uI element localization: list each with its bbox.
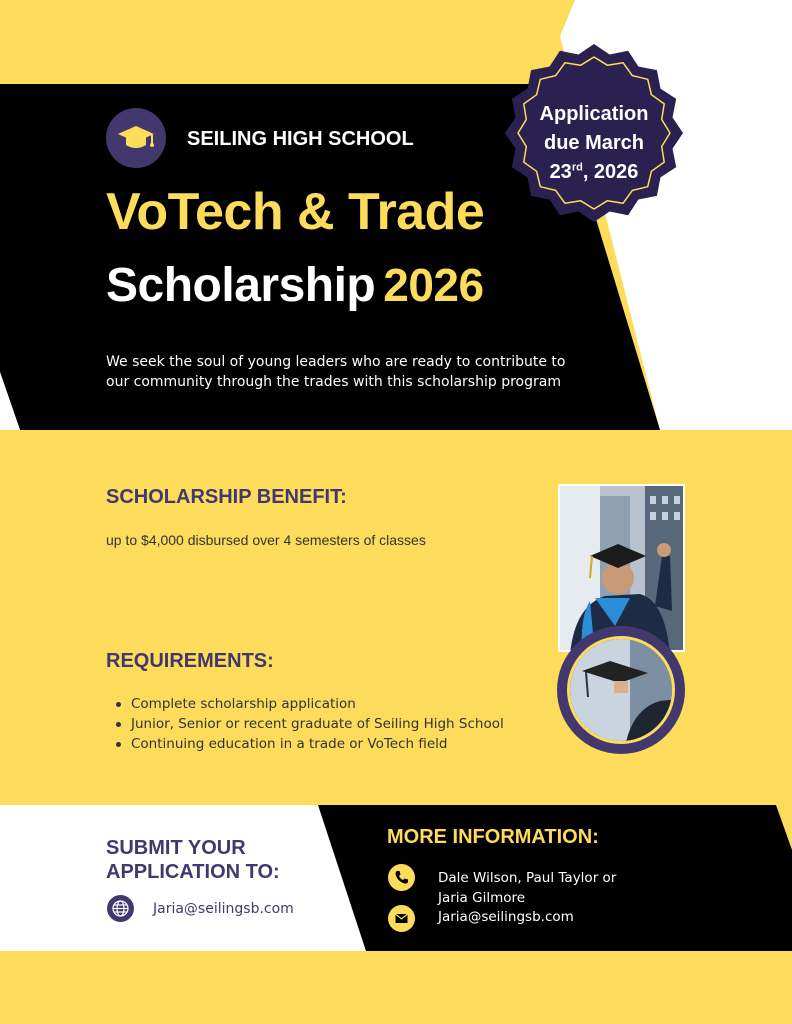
title-line-1: VoTech & Trade bbox=[106, 183, 485, 241]
benefit-heading: SCHOLARSHIP BENEFIT: bbox=[106, 486, 347, 508]
requirements-list bbox=[106, 694, 504, 754]
intro-text: We seek the soul of young leaders who are ready to contribute to our community through the trades with this scholarship program bbox=[106, 354, 566, 390]
more-info-heading: MORE INFORMATION: bbox=[387, 826, 599, 848]
list-item: Junior, Senior or recent graduate of Seiling High School bbox=[106, 714, 504, 734]
contact-names: Dale Wilson, Paul Taylor or Jaria Gilmore bbox=[438, 870, 617, 906]
submit-email[interactable]: Jaria@seilingsb.com bbox=[153, 901, 294, 917]
title-year: 2026 bbox=[383, 259, 484, 311]
requirements-heading: REQUIREMENTS: bbox=[106, 650, 274, 672]
graduation-cap-icon bbox=[106, 108, 166, 168]
title-scholarship: Scholarship bbox=[106, 259, 376, 312]
mail-icon bbox=[388, 905, 415, 932]
phone-icon bbox=[388, 864, 415, 891]
school-logo bbox=[106, 108, 166, 168]
contact-email[interactable]: Jaria@seilingsb.com bbox=[438, 909, 574, 925]
list-item: Continuing education in a trade or VoTech field bbox=[106, 734, 504, 754]
deadline-badge-text: Application due March 23rd, 2026 bbox=[539, 103, 649, 183]
list-item: Complete scholarship application bbox=[106, 694, 504, 714]
school-name: SEILING HIGH SCHOOL bbox=[187, 128, 414, 150]
graduate-cap-photo bbox=[567, 636, 675, 744]
title-line-2 bbox=[106, 258, 484, 313]
benefit-text: up to $4,000 disbursed over 4 semesters of classes bbox=[106, 532, 426, 548]
submit-heading: SUBMIT YOUR APPLICATION TO: bbox=[106, 837, 280, 883]
globe-icon bbox=[107, 895, 134, 922]
